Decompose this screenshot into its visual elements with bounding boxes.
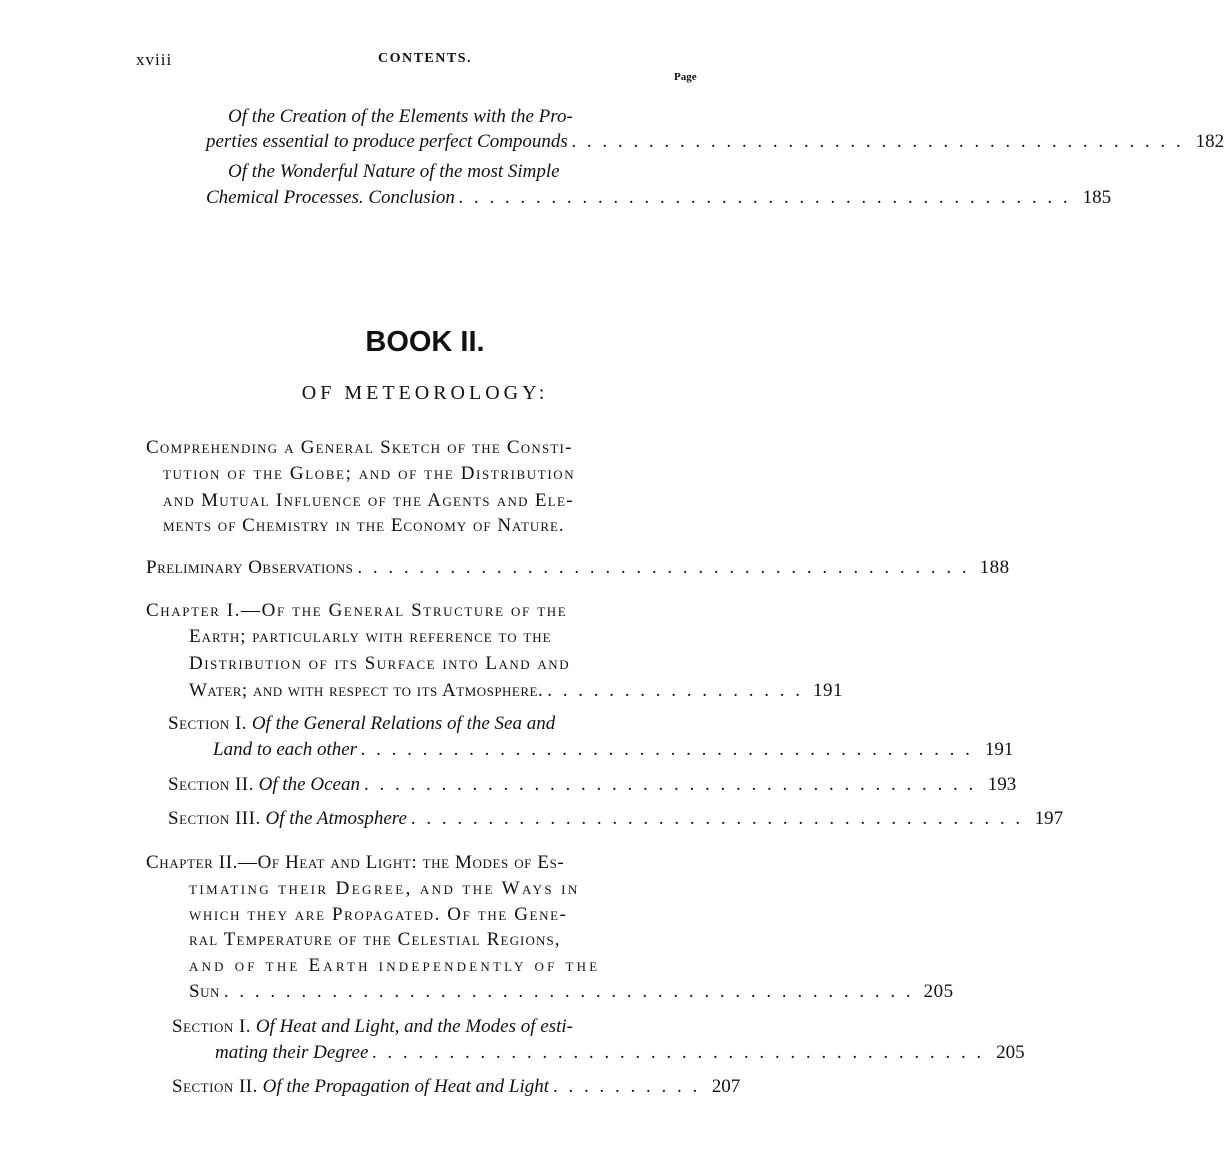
- book-description-line: tution of the Globe; and of the Distribution: [163, 463, 576, 484]
- chapter-1-title-line: Earth; particularly with reference to the: [189, 626, 552, 647]
- page-column-label: Page: [674, 71, 697, 83]
- section-title: Of the Propagation of Heat and Light: [262, 1076, 550, 1097]
- toc-entry-preliminary: [146, 557, 1010, 579]
- toc-entry-text: Sun: [189, 981, 220, 1002]
- page-number: 197: [1034, 808, 1064, 829]
- book-subtitle: OF METEOROLOGY:: [301, 382, 549, 404]
- toc-entry-section-1-1: [213, 739, 1014, 761]
- section-1-1-line1: [168, 713, 555, 735]
- section-label: Section I.: [168, 713, 248, 734]
- chapter-1-title-line: Chapter I.—Of the General Structure of the: [146, 600, 568, 621]
- toc-entry-section-1-2: [168, 774, 1017, 796]
- leader-dots: . . . . . . . . . . . . . . . . . . . . . . . . . . . . . . . . . . . . . . . . . . . . .: [223, 981, 914, 1002]
- toc-entry-creation: [206, 131, 1224, 153]
- leader-dots: . . . . . . . . . . . . . . . . . . . . . . . . . . . . . . . . . . . . . . . .: [361, 739, 974, 760]
- page-number: 188: [979, 557, 1010, 578]
- book-heading: BOOK II.: [365, 326, 485, 358]
- page-number: 191: [813, 680, 843, 701]
- page-number: 205: [923, 981, 954, 1002]
- toc-entry-text: Land to each other: [213, 739, 358, 760]
- chapter-1-title-line: Distribution of its Surface into Land and: [189, 653, 571, 674]
- chapter-2-title-line: and of the Earth independently of the: [189, 955, 601, 976]
- toc-entry-text: mating their Degree: [215, 1042, 369, 1063]
- section-title: Of the Atmosphere: [265, 808, 407, 829]
- toc-entry-wonderful-line1: Of the Wonderful Nature of the most Simple: [228, 161, 560, 182]
- toc-entry-chapter-1: [189, 680, 843, 702]
- section-label: Section III.: [168, 808, 261, 829]
- running-title: CONTENTS.: [377, 51, 473, 66]
- page-number: 191: [984, 739, 1014, 760]
- leader-dots: . . . . . . . . . . . . . . . . . . . . . . . . . . . . . . . . . . . . . . . .: [363, 774, 977, 795]
- toc-entry-section-2-2: [172, 1076, 741, 1098]
- leader-dots: . . . . . . . . . . . . . . . . . . . . . . . . . . . . . . . . . . . . . . . .: [372, 1042, 985, 1063]
- leader-dots: . . . . . . . . . . . . . . . . . . . . . . . . . . . . . . . . . . . . . . . .: [357, 557, 970, 578]
- chapter-2-title-line: which they are Propagated. Of the Gene-: [189, 904, 568, 925]
- section-title: Of Heat and Light, and the Modes of esti-: [255, 1016, 573, 1037]
- leader-dots: . . . . . . . . . . . . . . . . . . . . . . . . . . . . . . . . . . . . . . . .: [458, 187, 1072, 208]
- leader-dots: . . . . . . . . . .: [553, 1076, 701, 1097]
- toc-entry-section-2-1: [215, 1042, 1025, 1064]
- toc-entry-text: Water; and with respect to its Atmosphere.: [189, 680, 544, 701]
- section-title: Of the Ocean: [258, 774, 360, 795]
- chapter-2-title-line: ral Temperature of the Celestial Regions,: [189, 929, 561, 950]
- page-number-roman: xviii: [136, 50, 173, 69]
- toc-entry-creation-line1: Of the Creation of the Elements with the Pro-: [228, 106, 573, 127]
- page-number: 207: [711, 1076, 741, 1097]
- toc-entry-chapter-2: [189, 981, 954, 1003]
- page-number: 193: [987, 774, 1017, 795]
- toc-entry-text: Chemical Processes. Conclusion: [206, 187, 455, 208]
- page-number: 185: [1082, 187, 1112, 208]
- toc-entry-section-1-3: [168, 808, 1064, 830]
- chapter-2-title-line: timating their Degree, and the Ways in: [189, 878, 580, 899]
- section-label: Section II.: [168, 774, 254, 795]
- leader-dots: . . . . . . . . . . . . . . . . . . . . . . . . . . . . . . . . . . . . . . . .: [410, 808, 1024, 829]
- section-title: Of the General Relations of the Sea and: [251, 713, 556, 734]
- toc-entry-text: Preliminary Observations: [146, 557, 354, 578]
- book-description-line: ments of Chemistry in the Economy of Nature.: [163, 515, 565, 536]
- leader-dots: . . . . . . . . . . . . . . . . .: [547, 680, 803, 701]
- toc-entry-wonderful: [206, 187, 1112, 209]
- section-label: Section II.: [172, 1076, 258, 1097]
- section-2-1-line1: [172, 1016, 573, 1038]
- leader-dots: . . . . . . . . . . . . . . . . . . . . . . . . . . . . . . . . . . . . . . . .: [571, 131, 1185, 152]
- book-description-line: Comprehending a General Sketch of the Consti-: [146, 437, 573, 458]
- book-description-line: and Mutual Influence of the Agents and Ele-: [163, 490, 574, 511]
- section-label: Section I.: [172, 1016, 252, 1037]
- chapter-2-title-line: Chapter II.—Of Heat and Light: the Modes of Es-: [146, 852, 565, 873]
- toc-entry-text: perties essential to produce perfect Compounds: [206, 131, 568, 152]
- page-number: 205: [996, 1042, 1025, 1063]
- page-number: 182: [1195, 131, 1224, 152]
